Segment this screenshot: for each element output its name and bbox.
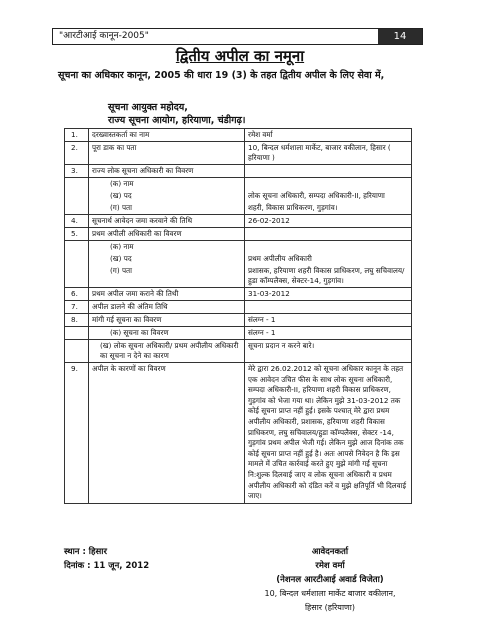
row-number: 9.: [65, 363, 89, 504]
table-row: [65, 241, 412, 254]
address-line-2: राज्य सूचना आयोग, हरियाणा, चंडीगढ़।: [108, 115, 246, 126]
page-header: [52, 28, 423, 45]
signature-block: [250, 545, 410, 615]
book-title: "आरटीआई कानून-2005": [59, 31, 149, 41]
table-row: [65, 327, 412, 340]
applicant-address-1: 10, बिन्दल धर्मशाला मार्केट बाजार वकीलान,: [264, 589, 396, 598]
row-label: (क) सूचना का विवरण: [110, 328, 169, 337]
row-number: [65, 178, 89, 191]
table-row: [65, 165, 412, 178]
row-value: प्रथम अपीलीय अधिकारी: [245, 253, 412, 265]
table-row: [65, 265, 412, 288]
row-value: संलग्न - 1: [245, 314, 412, 327]
page-number: 14: [378, 29, 422, 44]
row-label: (क) नाम: [110, 179, 134, 188]
row-value: संलग्न - 1: [245, 327, 412, 340]
row-label: अपील के कारणों का विवरण: [89, 363, 245, 504]
row-value: 26-02-2012: [245, 215, 412, 228]
table-row: [65, 253, 412, 265]
applicant-label: आवेदनकर्ता: [311, 547, 349, 557]
row-value: 31-03-2012: [245, 288, 412, 301]
row-label: सूचनार्थ आवेदन जमा करवाने की तिथि: [89, 215, 245, 228]
row-number: [65, 327, 89, 340]
row-number: [65, 190, 89, 202]
table-row: [65, 301, 412, 314]
table-row: [65, 190, 412, 202]
row-value: [245, 301, 412, 314]
row-value: प्रशासक, हरियाणा शहरी विकास प्राधिकरण, लघु सचिवालय/हुडा कॉम्पलैक्स, सेक्टर-14, गुड़गांव।: [245, 265, 412, 288]
row-number: 3.: [65, 165, 89, 178]
table-row: [65, 228, 412, 241]
footer-place-date: [64, 545, 149, 573]
row-value: लोक सूचना अधिकारी, सम्पदा अधिकारी-II, हरियाणा: [245, 190, 412, 202]
date: दिनांक : 11 जून, 2012: [64, 561, 150, 571]
row-value: [245, 165, 412, 178]
place: स्थान : हिसार: [64, 547, 107, 557]
row-number: [65, 340, 89, 363]
row-label: (ख) लोक सूचना अधिकारी/ प्रथम अपीलीय अधिकारी का सूचना न देने का कारण: [100, 341, 239, 360]
row-value: [245, 178, 412, 191]
row-number: [65, 253, 89, 265]
page-title: द्वितीय अपील का नमूना: [175, 47, 305, 65]
table-row: [65, 202, 412, 215]
table-row: [65, 363, 412, 504]
address-line-1: सूचना आयुक्त महोदय,: [108, 102, 188, 113]
row-label: (ग) पता: [110, 266, 132, 275]
table-row: [65, 142, 412, 165]
row-label: मांगी गई सूचना का विवरण: [89, 314, 245, 327]
row-number: 1.: [65, 129, 89, 142]
intro-text: सूचना का अधिकार कानून, 2005 की धारा 19 (3) के तहत द्वितीय अपील के लिए सेवा में,: [58, 70, 385, 81]
row-label: (ख) पद: [110, 191, 132, 200]
table-row: [65, 288, 412, 301]
row-value: [245, 228, 412, 241]
row-label: (ग) पता: [110, 203, 132, 212]
appeal-form-table: [64, 128, 412, 504]
row-number: [65, 265, 89, 288]
table-row: [65, 129, 412, 142]
row-label: प्रथम अपीली अधिकारी का विवरण: [89, 228, 245, 241]
row-number: 6.: [65, 288, 89, 301]
row-value: [245, 241, 412, 254]
row-number: 4.: [65, 215, 89, 228]
row-value: रमेश वर्मा: [245, 129, 412, 142]
row-number: [65, 241, 89, 254]
row-number: 2.: [65, 142, 89, 165]
row-value: मेरे द्वारा 26.02.2012 को सूचना अधिकार कानून के तहत एक आवेदन उचित फीस के साथ लोक सूचना अधिकारी, सम्पदा अधिकारी-II, हरियाणा शहरी विकास प्राधिकरण, गुड़गांव को भेजा गया था। लेकिन मुझे 31-03-2012 तक कोई सूचना प्राप्त नहीं हुई। इसके पश्चात् मेरे द्वारा प्रथम अपीलीय अधिकारी, प्रशासक, हरियाणा शहरी विकास प्राधिकरण, लघु सचिवालय/हुडा कॉम्पलैक्स, सेक्टर -14, गुड़गांव प्रथम अपील भेजी गई। लेकिन मुझे आज दिनांक तक कोई सूचना प्राप्त नहीं हुई है। अतः आपसे निवेदन है कि इस मामले में उचित कार्रवाई करते हुए मुझे मांगी गई सूचना नि:शुल्क दिलवाई जाए व लोक सूचना अधिकारी व प्रथम अपीलीय अधिकारी को दंडित करें व मुझे क्षतिपूर्ति भी दिलवाई जाए।: [245, 363, 412, 504]
row-label: (क) नाम: [110, 242, 134, 251]
row-label: पूरा डाक का पता: [89, 142, 245, 165]
row-label: दरख्वास्तकर्ता का नाम: [89, 129, 245, 142]
row-label: अपील डालने की अंतिम तिथि: [89, 301, 245, 314]
table-row: [65, 215, 412, 228]
row-number: 5.: [65, 228, 89, 241]
row-number: 8.: [65, 314, 89, 327]
row-label: राज्य लोक सूचना अधिकारी का विवरण: [89, 165, 245, 178]
row-value: शहरी, विकास प्राधिकरण, गुड़गांव।: [245, 202, 412, 215]
table-row: [65, 178, 412, 191]
row-value: सूचना प्रदान न करने बारे।: [245, 340, 412, 363]
row-label: प्रथम अपील जमा कराने की तिथी: [89, 288, 245, 301]
table-row: [65, 314, 412, 327]
applicant-name: रमेश वर्मा: [315, 561, 345, 571]
table-row: [65, 340, 412, 363]
award-line: (नेशनल आरटीआई अवार्ड विजेता): [276, 575, 384, 585]
applicant-address-2: हिसार (हरियाणा): [304, 603, 356, 612]
row-number: 7.: [65, 301, 89, 314]
row-number: [65, 202, 89, 215]
row-label: (ख) पद: [110, 254, 132, 263]
row-value: 10, बिन्दल धर्मशाला मार्केट, बाजार वकीलान, हिसार ( हरियाणा ): [245, 142, 412, 165]
